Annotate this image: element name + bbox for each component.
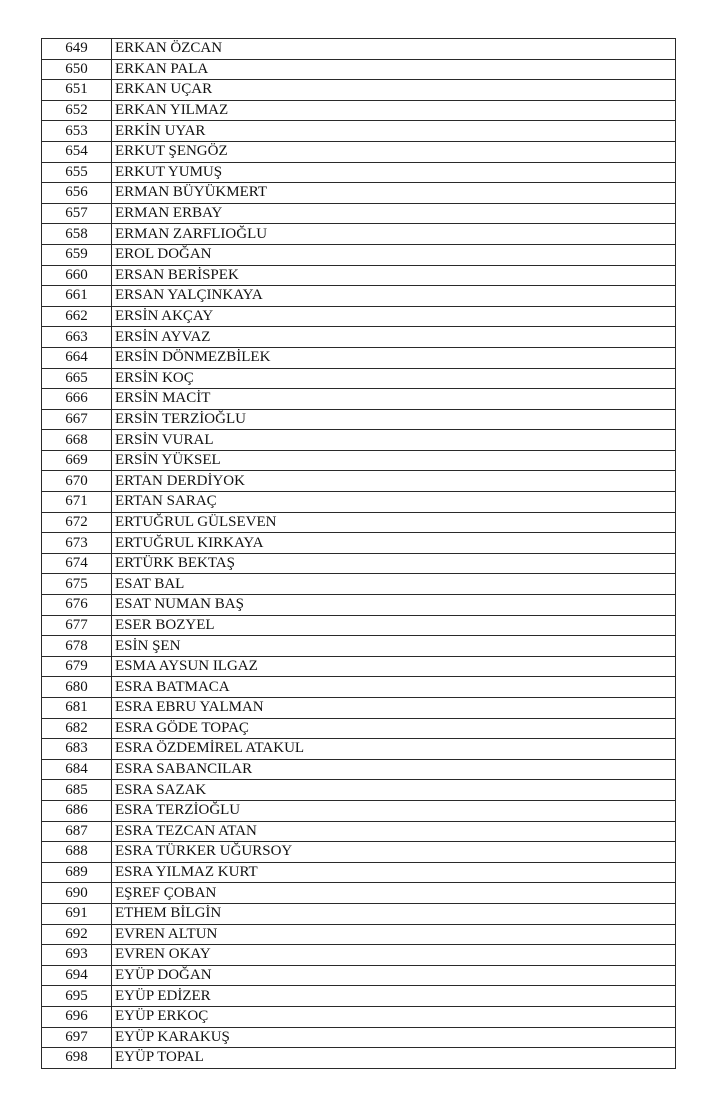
- row-name: EYÜP TOPAL: [112, 1048, 676, 1069]
- row-number: 664: [42, 347, 112, 368]
- table-row: [42, 430, 676, 451]
- row-name: ERSAN YALÇINKAYA: [112, 286, 676, 307]
- row-number: 677: [42, 615, 112, 636]
- row-name: ESMA AYSUN ILGAZ: [112, 656, 676, 677]
- row-number: 662: [42, 306, 112, 327]
- row-number: 688: [42, 842, 112, 863]
- row-name: ERMAN ZARFLIOĞLU: [112, 224, 676, 245]
- row-number: 658: [42, 224, 112, 245]
- row-number: 670: [42, 471, 112, 492]
- table-row: [42, 965, 676, 986]
- row-name: EYÜP DOĞAN: [112, 965, 676, 986]
- table-row: [42, 924, 676, 945]
- row-name: EYÜP EDİZER: [112, 986, 676, 1007]
- table-row: [42, 183, 676, 204]
- row-number: 685: [42, 780, 112, 801]
- row-number: 674: [42, 553, 112, 574]
- row-name: ESER BOZYEL: [112, 615, 676, 636]
- row-number: 673: [42, 533, 112, 554]
- names-table-body: [42, 39, 676, 1069]
- table-row: [42, 1027, 676, 1048]
- table-row: [42, 368, 676, 389]
- row-number: 698: [42, 1048, 112, 1069]
- row-name: ERSİN AYVAZ: [112, 327, 676, 348]
- table-row: [42, 59, 676, 80]
- table-row: [42, 759, 676, 780]
- row-name: ERKUT YUMUŞ: [112, 162, 676, 183]
- row-number: 696: [42, 1006, 112, 1027]
- row-number: 655: [42, 162, 112, 183]
- table-row: [42, 533, 676, 554]
- table-row: [42, 389, 676, 410]
- table-row: [42, 595, 676, 616]
- table-row: [42, 1006, 676, 1027]
- table-row: [42, 265, 676, 286]
- table-row: [42, 471, 676, 492]
- row-name: ESRA TÜRKER UĞURSOY: [112, 842, 676, 863]
- row-number: 668: [42, 430, 112, 451]
- table-row: [42, 162, 676, 183]
- row-name: ERMAN BÜYÜKMERT: [112, 183, 676, 204]
- table-row: [42, 244, 676, 265]
- row-number: 687: [42, 821, 112, 842]
- table-row: [42, 615, 676, 636]
- row-name: EŞREF ÇOBAN: [112, 883, 676, 904]
- row-name: EYÜP KARAKUŞ: [112, 1027, 676, 1048]
- row-number: 650: [42, 59, 112, 80]
- table-row: [42, 718, 676, 739]
- row-name: ERSİN TERZİOĞLU: [112, 409, 676, 430]
- table-row: [42, 286, 676, 307]
- row-number: 667: [42, 409, 112, 430]
- row-number: 681: [42, 698, 112, 719]
- table-row: [42, 347, 676, 368]
- table-row: [42, 862, 676, 883]
- row-name: EVREN ALTUN: [112, 924, 676, 945]
- row-number: 691: [42, 903, 112, 924]
- table-row: [42, 986, 676, 1007]
- row-name: ERMAN ERBAY: [112, 203, 676, 224]
- table-row: [42, 800, 676, 821]
- table-row: [42, 100, 676, 121]
- table-row: [42, 945, 676, 966]
- table-row: [42, 883, 676, 904]
- row-name: ESAT BAL: [112, 574, 676, 595]
- row-name: ERSİN DÖNMEZBİLEK: [112, 347, 676, 368]
- row-name: ERSİN AKÇAY: [112, 306, 676, 327]
- row-number: 682: [42, 718, 112, 739]
- row-number: 671: [42, 492, 112, 513]
- table-row: [42, 656, 676, 677]
- table-row: [42, 821, 676, 842]
- table-row: [42, 327, 676, 348]
- row-name: ESİN ŞEN: [112, 636, 676, 657]
- row-name: ERSİN MACİT: [112, 389, 676, 410]
- names-table: [41, 38, 676, 1069]
- row-name: EYÜP ERKOÇ: [112, 1006, 676, 1027]
- row-name: EROL DOĞAN: [112, 244, 676, 265]
- table-row: [42, 780, 676, 801]
- row-name: ESRA YILMAZ KURT: [112, 862, 676, 883]
- table-row: [42, 203, 676, 224]
- row-number: 653: [42, 121, 112, 142]
- table-row: [42, 677, 676, 698]
- row-number: 683: [42, 739, 112, 760]
- row-number: 694: [42, 965, 112, 986]
- row-number: 684: [42, 759, 112, 780]
- row-number: 651: [42, 80, 112, 101]
- row-name: ESAT NUMAN BAŞ: [112, 595, 676, 616]
- row-number: 692: [42, 924, 112, 945]
- row-number: 663: [42, 327, 112, 348]
- row-name: ERTÜRK BEKTAŞ: [112, 553, 676, 574]
- row-number: 693: [42, 945, 112, 966]
- table-row: [42, 80, 676, 101]
- table-row: [42, 903, 676, 924]
- row-name: ERTAN DERDİYOK: [112, 471, 676, 492]
- row-number: 697: [42, 1027, 112, 1048]
- row-number: 680: [42, 677, 112, 698]
- table-row: [42, 636, 676, 657]
- table-row: [42, 553, 676, 574]
- row-number: 675: [42, 574, 112, 595]
- table-row: [42, 842, 676, 863]
- row-name: ESRA TEZCAN ATAN: [112, 821, 676, 842]
- row-number: 654: [42, 141, 112, 162]
- row-name: ERKAN PALA: [112, 59, 676, 80]
- table-row: [42, 224, 676, 245]
- row-number: 672: [42, 512, 112, 533]
- row-name: ERTAN SARAÇ: [112, 492, 676, 513]
- table-row: [42, 409, 676, 430]
- row-name: ERKAN ÖZCAN: [112, 39, 676, 60]
- row-number: 669: [42, 450, 112, 471]
- row-name: ESRA TERZİOĞLU: [112, 800, 676, 821]
- table-row: [42, 574, 676, 595]
- row-name: ERSAN BERİSPEK: [112, 265, 676, 286]
- row-number: 666: [42, 389, 112, 410]
- row-number: 649: [42, 39, 112, 60]
- row-name: ESRA BATMACA: [112, 677, 676, 698]
- table-row: [42, 121, 676, 142]
- table-row: [42, 1048, 676, 1069]
- row-name: ERKİN UYAR: [112, 121, 676, 142]
- row-number: 659: [42, 244, 112, 265]
- table-row: [42, 450, 676, 471]
- row-number: 689: [42, 862, 112, 883]
- row-name: ERSİN KOÇ: [112, 368, 676, 389]
- row-number: 676: [42, 595, 112, 616]
- table-row: [42, 492, 676, 513]
- row-number: 657: [42, 203, 112, 224]
- row-number: 679: [42, 656, 112, 677]
- row-number: 652: [42, 100, 112, 121]
- row-number: 661: [42, 286, 112, 307]
- row-number: 695: [42, 986, 112, 1007]
- row-name: ERKAN YILMAZ: [112, 100, 676, 121]
- row-name: EVREN OKAY: [112, 945, 676, 966]
- row-name: ESRA SABANCILAR: [112, 759, 676, 780]
- row-name: ERSİN YÜKSEL: [112, 450, 676, 471]
- table-row: [42, 39, 676, 60]
- table-row: [42, 698, 676, 719]
- row-name: ERSİN VURAL: [112, 430, 676, 451]
- row-number: 656: [42, 183, 112, 204]
- table-row: [42, 141, 676, 162]
- row-name: ESRA GÖDE TOPAÇ: [112, 718, 676, 739]
- row-number: 665: [42, 368, 112, 389]
- table-row: [42, 512, 676, 533]
- row-number: 678: [42, 636, 112, 657]
- row-number: 660: [42, 265, 112, 286]
- row-name: ESRA EBRU YALMAN: [112, 698, 676, 719]
- row-name: ETHEM BİLGİN: [112, 903, 676, 924]
- row-number: 686: [42, 800, 112, 821]
- row-name: ERTUĞRUL KIRKAYA: [112, 533, 676, 554]
- table-row: [42, 306, 676, 327]
- row-name: ERKAN UÇAR: [112, 80, 676, 101]
- row-name: ESRA SAZAK: [112, 780, 676, 801]
- row-name: ERTUĞRUL GÜLSEVEN: [112, 512, 676, 533]
- row-number: 690: [42, 883, 112, 904]
- row-name: ESRA ÖZDEMİREL ATAKUL: [112, 739, 676, 760]
- row-name: ERKUT ŞENGÖZ: [112, 141, 676, 162]
- table-row: [42, 739, 676, 760]
